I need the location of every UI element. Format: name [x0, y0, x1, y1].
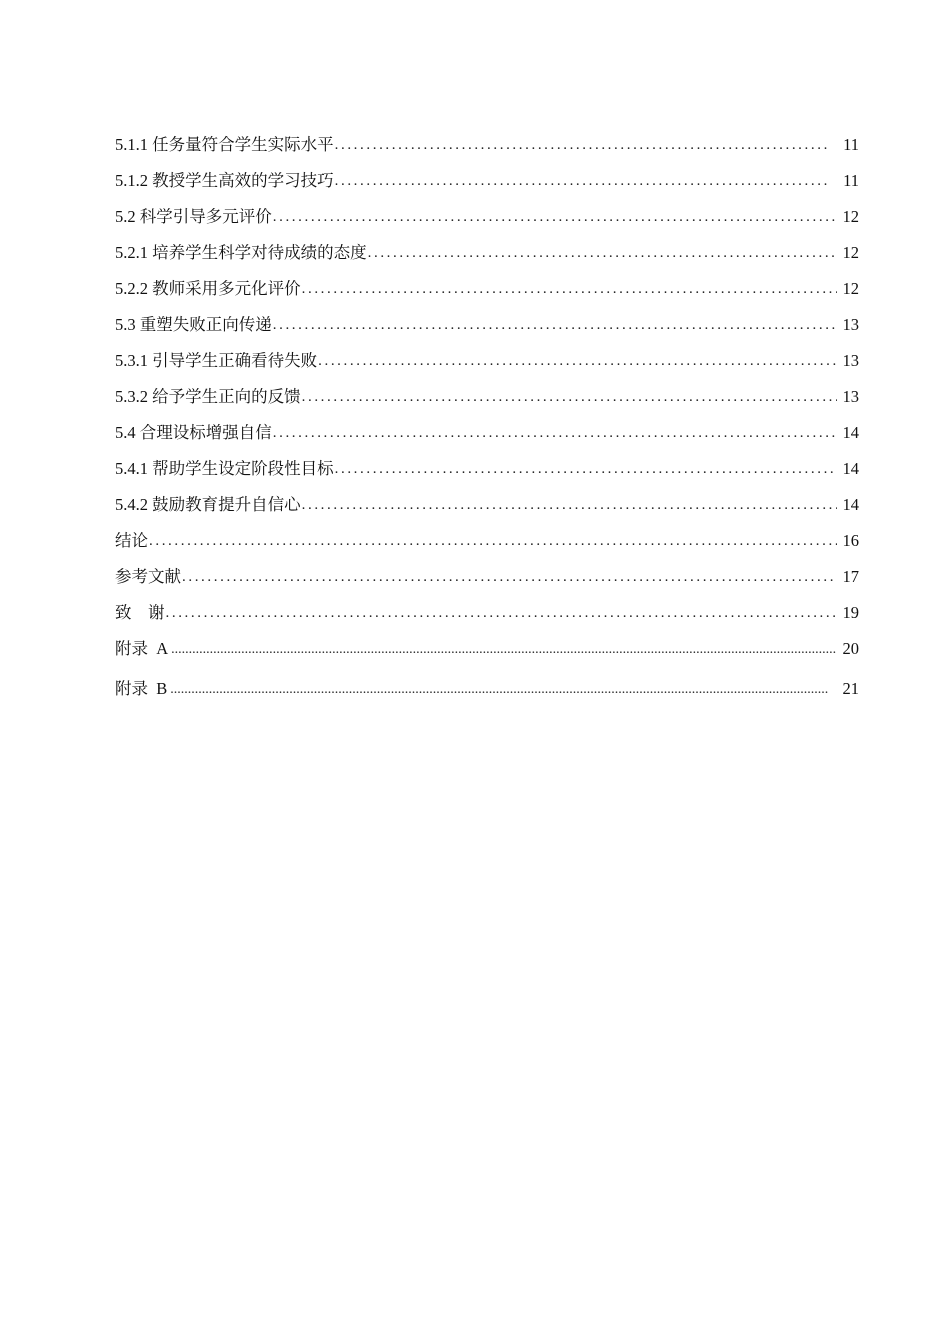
toc-entry-title: 结论	[115, 530, 148, 550]
toc-leader-dots	[171, 643, 837, 657]
toc-entry[interactable]	[115, 513, 859, 549]
toc-entry-title: 参考文献	[115, 566, 181, 586]
toc-entry-page: 13	[842, 350, 859, 370]
toc-entry-title: 5.4.2 鼓励教育提升自信心	[115, 494, 301, 514]
toc-entry-page: 16	[842, 530, 859, 550]
toc-entry-title: 5.3.1 引导学生正确看待失败	[115, 350, 318, 370]
toc-entry[interactable]	[115, 189, 859, 225]
toc-entry[interactable]	[115, 369, 859, 405]
toc-leader-dots	[335, 138, 829, 153]
toc-entry[interactable]	[115, 441, 859, 477]
toc-leader-dots	[318, 354, 837, 369]
toc-entry-page: 12	[842, 206, 859, 226]
toc-entry-page: 12	[842, 278, 859, 298]
table-of-contents	[115, 117, 859, 697]
toc-entry[interactable]	[115, 297, 859, 333]
toc-entry[interactable]	[115, 585, 859, 621]
toc-entry-title: 致 谢	[115, 602, 165, 622]
toc-entry-title: 5.3 重塑失败正向传递	[115, 314, 272, 334]
toc-leader-dots	[335, 174, 829, 189]
toc-leader-dots	[302, 390, 837, 405]
toc-entry-page: 21	[842, 678, 859, 698]
toc-entry[interactable]	[115, 405, 859, 441]
toc-entry-page: 12	[842, 242, 859, 262]
toc-entry-title: 5.4.1 帮助学生设定阶段性目标	[115, 458, 334, 478]
toc-leader-dots	[170, 683, 829, 697]
toc-entry-page: 11	[843, 170, 859, 190]
toc-leader-dots	[335, 462, 837, 477]
toc-entry-page: 17	[842, 566, 859, 586]
toc-entry[interactable]	[115, 549, 859, 585]
toc-leader-dots	[302, 498, 837, 513]
toc-entry-title: 5.4 合理设标增强自信	[115, 422, 272, 442]
toc-entry[interactable]	[115, 153, 859, 189]
toc-leader-dots	[368, 246, 837, 261]
toc-leader-dots	[182, 570, 837, 585]
toc-leader-dots	[302, 282, 837, 297]
toc-entry-page: 14	[842, 422, 859, 442]
toc-entry-page: 13	[842, 386, 859, 406]
toc-entry[interactable]	[115, 657, 859, 697]
toc-entry-title: 5.1.2 教授学生高效的学习技巧	[115, 170, 334, 190]
toc-leader-dots	[273, 210, 837, 225]
toc-entry[interactable]	[115, 333, 859, 369]
toc-entry[interactable]	[115, 477, 859, 513]
toc-entry-page: 11	[843, 134, 859, 154]
toc-entry-title: 附录 A	[115, 638, 169, 658]
toc-entry-title: 附录 B	[115, 678, 168, 698]
toc-entry-page: 14	[842, 458, 859, 478]
toc-leader-dots	[166, 606, 838, 621]
toc-leader-dots	[273, 318, 837, 333]
toc-entry-page: 13	[842, 314, 859, 334]
toc-leader-dots	[273, 426, 837, 441]
toc-entry[interactable]	[115, 261, 859, 297]
toc-entry[interactable]	[115, 621, 859, 657]
toc-entry-title: 5.2 科学引导多元评价	[115, 206, 272, 226]
toc-entry[interactable]	[115, 225, 859, 261]
toc-entry-page: 14	[842, 494, 859, 514]
toc-entry[interactable]	[115, 117, 859, 153]
toc-entry-page: 19	[842, 602, 859, 622]
toc-entry-page: 20	[842, 638, 859, 658]
toc-entry-title: 5.3.2 给予学生正向的反馈	[115, 386, 301, 406]
toc-entry-title: 5.1.1 任务量符合学生实际水平	[115, 134, 334, 154]
toc-entry-title: 5.2.2 教师采用多元化评价	[115, 278, 301, 298]
toc-leader-dots	[149, 534, 837, 549]
toc-entry-title: 5.2.1 培养学生科学对待成绩的态度	[115, 242, 367, 262]
